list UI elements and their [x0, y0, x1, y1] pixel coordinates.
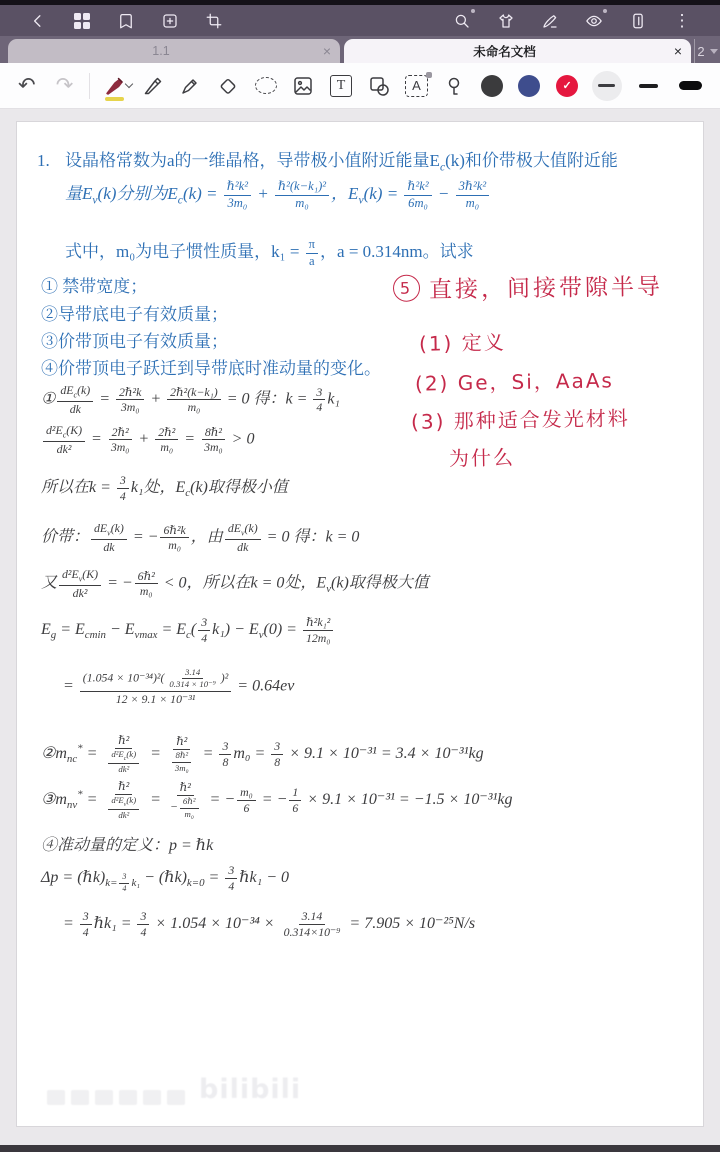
device-page-icon[interactable]: [628, 11, 648, 31]
tab-counter-dropdown[interactable]: [694, 39, 720, 63]
stroke-medium[interactable]: [634, 69, 664, 103]
solution-line-2: $\frac{d^2E_c(K)}{\text{dk²}}$ = $\frac{\text{2ℏ²}}{\text{3m₀}}$ + $\frac{\text{2ℏ²}}{\text{m₀}}$ = $\frac{\text{8ℏ²}}{\text{3m₀}}$ > 0: [41, 424, 254, 456]
theme-shirt-icon[interactable]: [496, 11, 516, 31]
laser-pointer-tool[interactable]: [441, 69, 467, 103]
solution-line-6: $E_g = E_{cmin} - E_{vmax} = E_c$( $\frac{3}{4}$ $k_1) - E_v(0)$ = $\frac{\text{ℏ²k₁²}}{\text{12m₀}}$: [41, 616, 335, 645]
color-blue-swatch[interactable]: [517, 69, 543, 103]
search-badge: [471, 9, 475, 13]
solution-line-12: = $\frac{3}{4}$ ℏk₁ = $\frac{3}{4}$ × 1.054 × 10⁻³⁴ × $\frac{3.14}{\text{0.314×10⁻⁹}}$ = 7.905 × 10⁻²⁵N/s: [63, 909, 476, 939]
add-page-icon[interactable]: [160, 11, 180, 31]
more-menu-icon[interactable]: ⋮: [673, 11, 691, 30]
tab-document-1[interactable]: [8, 39, 340, 63]
tab-label: 1.1: [152, 44, 170, 58]
problem-item-2: ②导带底电子有效质量；: [41, 305, 228, 324]
watermark-bilibili-text: bilibili: [199, 1074, 302, 1105]
solution-line-4: 价带： $\frac{dE_v(k)}{dk}$ = − $\frac{\text{6ℏ²k}}{\text{m₀}}$ ，由 $\frac{dE_v(k)}{dk}$ = 0 得：k = 0: [41, 521, 360, 555]
handwritten-note-3: (3) 那种适合发光材料: [410, 406, 630, 434]
crop-icon[interactable]: [204, 11, 224, 31]
problem-item-3: ③价带顶电子有效质量；: [41, 332, 228, 351]
redo-button[interactable]: ↷: [55, 74, 74, 97]
drawing-toolbar: [0, 63, 720, 109]
solution-line-7: = (1.054 × 10⁻³⁴)²( $\frac{3.14}{\text{0.314 × 10⁻⁹}}$ )² 12 × 9.1 × 10⁻³¹ = 0.64ev: [63, 667, 295, 706]
grid-icon[interactable]: [72, 11, 92, 31]
stroke-thick[interactable]: [676, 69, 706, 103]
tab-document-active[interactable]: [344, 39, 691, 63]
problem-line-1: 设晶格常数为a的一维晶格，导带极小值附近能量$E_c(k)$和价带极大值附近能: [65, 151, 618, 174]
tab-close-icon[interactable]: ×: [673, 43, 683, 59]
problem-line-3: 式中，m₀为电子惯性质量，k₁ = $\frac{\pi}{a}$ ，a = 0.314nm。试求: [65, 237, 474, 268]
color-black-swatch[interactable]: [479, 69, 505, 103]
back-chevron-icon[interactable]: [28, 11, 48, 31]
solution-line-5: 又 $\frac{d^2E_v(K)}{\text{dk²}}$ = − $\frac{\text{6ℏ²}}{\text{m₀}}$ < 0，所以在k = 0处，$E_v(k)$取得极大值: [41, 567, 429, 601]
color-red-swatch-selected[interactable]: [554, 69, 580, 103]
app-topbar: [0, 5, 720, 36]
eye-icon[interactable]: [584, 11, 604, 31]
topbar-left-group: [28, 11, 224, 31]
circled-5: 5: [393, 275, 420, 302]
bottom-nav-strip: [0, 1145, 720, 1152]
chevron-down-icon: [710, 49, 718, 54]
watermark-blur-blocks: [47, 1090, 185, 1105]
handwritten-note-4: 为什么: [448, 445, 516, 471]
eye-badge: [603, 9, 607, 13]
document-tab-bar: [0, 36, 720, 63]
tab-label: 未命名文档: [473, 45, 536, 59]
edit-pen-icon[interactable]: [540, 11, 560, 31]
insert-image-tool[interactable]: [291, 69, 317, 103]
tab-close-icon[interactable]: ×: [322, 43, 332, 59]
eraser-tool[interactable]: [215, 69, 241, 103]
solution-line-1: ① $\frac{dE_c(k)}{dk}$ = $\frac{\text{2ℏ²k}}{\text{3m₀}}$ + $\frac{\text{2ℏ²(k−k₁)}}{\text{m₀}}$ = 0 得：k = $\frac{3}{4}$ k₁: [41, 383, 340, 417]
check-icon: ✓: [562, 80, 572, 92]
handwritten-note-1: (1) 定义: [418, 330, 506, 356]
problem-item-4: ④价带顶电子跃迁到导带底时准动量的变化。: [41, 359, 381, 378]
bookmark-icon[interactable]: [116, 11, 136, 31]
lasso-tool[interactable]: [253, 69, 279, 103]
problem-item-1: ① 禁带宽度；: [41, 277, 148, 296]
undo-button[interactable]: ↶: [18, 74, 36, 97]
handwritten-note-2: (2) Ge，Si，AaAs: [414, 368, 615, 396]
ocr-tool[interactable]: A: [404, 69, 430, 103]
problem-line-2: 量$E_v(k)$分别为$E_c(k)$ = $\frac{\text{ℏ²k²}}{\text{3m₀}}$ + $\frac{\text{ℏ²(k−k₁)²}}{\text{m₀}}$ ，$E_v(k)$ = $\frac{\text{ℏ²k²}}{\text{6m₀}}$ − $\frac{\text{3ℏ²k²}}{\text{m₀}}$: [65, 180, 491, 210]
stroke-thin-selected[interactable]: [592, 69, 622, 103]
note-page[interactable]: [16, 121, 704, 1127]
search-icon[interactable]: [452, 11, 472, 31]
highlighter-tool[interactable]: [178, 69, 204, 103]
toolbar-divider: [89, 73, 90, 99]
watermark: [47, 1074, 301, 1105]
lock-badge: [426, 72, 432, 78]
text-tool[interactable]: T: [328, 69, 354, 103]
solution-line-10: ④准动量的定义：p = ℏk: [41, 837, 214, 854]
problem-number: 1.: [37, 151, 50, 170]
note-canvas: [0, 109, 720, 1145]
handwritten-note-title: 5 直接，间接带隙半导: [393, 268, 663, 305]
ballpoint-pen-tool[interactable]: [140, 69, 166, 103]
pen-color-underline: [105, 97, 124, 101]
shape-tool[interactable]: [366, 69, 392, 103]
fountain-pen-tool[interactable]: [102, 69, 128, 103]
tab-count: 2: [697, 43, 705, 59]
solution-line-3: 所以在k = $\frac{3}{4}$ k₁处，$E_c(k)$取得极小值: [41, 473, 288, 503]
solution-line-9: $③m_{nv}^*$ = $\frac{\text{ℏ²}}{\frac{d^2E_v(k)}{\text{dk²}}}$ = ℏ² − $\frac{\text{6ℏ²}}{\text{m₀}}$ = − $\frac{\text{m₀}}{6}$ = − $\frac{1}{6}$ × 9.1 × 10⁻³¹ = −1.5 × 10⁻³¹kg: [41, 779, 513, 820]
solution-line-8: $②m_{nc}^*$ = $\frac{\text{ℏ²}}{\frac{d^2E_c(k)}{\text{dk²}}}$ = $\frac{\text{ℏ²}}{\frac{\text{8ℏ²}}{\text{3m₀}}}$ = $\frac{3}{8}$ m₀ = $\frac{3}{8}$ × 9.1 × 10⁻³¹ = 3.4 × 10⁻³¹kg: [41, 733, 484, 774]
topbar-right-group: [452, 11, 692, 31]
solution-line-11: $\Delta p = (\hbar k)_{k= \frac{3}{4} k_1}$ − $(\hbar k)_{k=0}$ = $\frac{3}{4}$ ℏk₁ − 0: [41, 863, 290, 894]
